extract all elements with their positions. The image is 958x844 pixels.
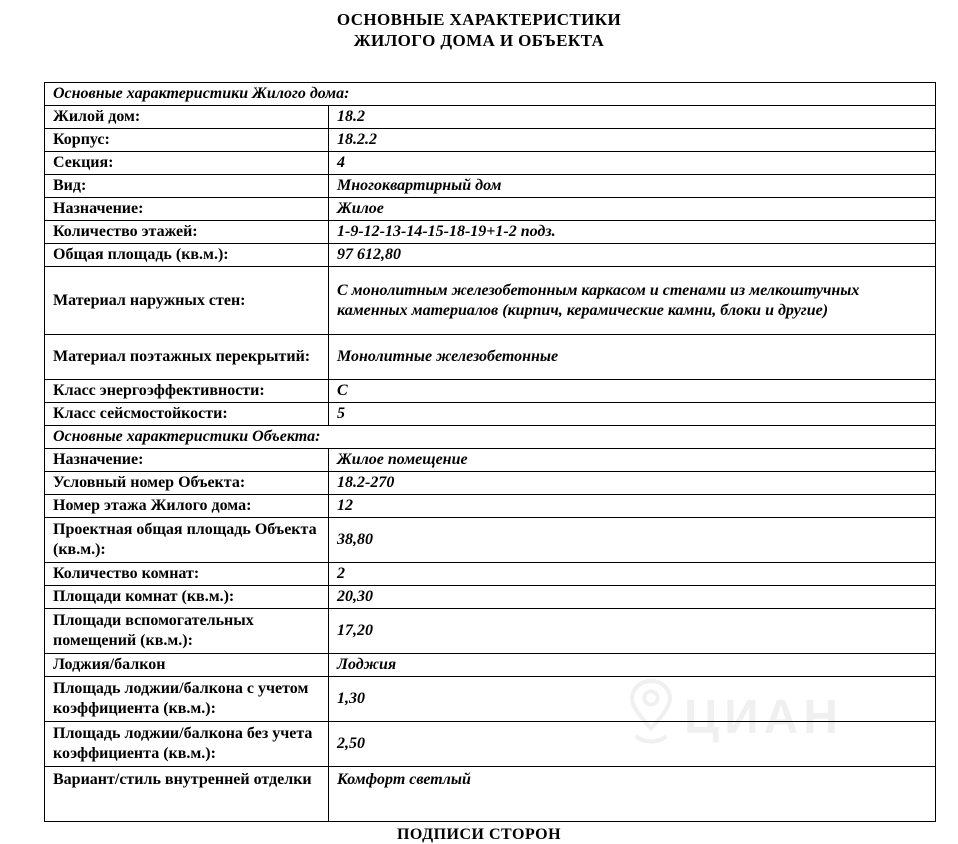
field-label: Площадь лоджии/балкона без учета коэффициента (кв.м.): — [45, 722, 329, 767]
table-row — [45, 586, 936, 609]
field-value: Жилое — [329, 198, 936, 221]
field-label: Лоджия/балкон — [45, 654, 329, 677]
table-row — [45, 221, 936, 244]
field-label: Общая площадь (кв.м.): — [45, 244, 329, 267]
table-row — [45, 495, 936, 518]
table-row — [45, 722, 936, 767]
field-value: 18.2 — [329, 106, 936, 129]
section-header: Основные характеристики Жилого дома: — [45, 83, 936, 106]
field-label: Секция: — [45, 152, 329, 175]
watermark-text: ЦИАН — [684, 690, 843, 744]
field-value: 38,80 — [329, 518, 936, 563]
field-label: Площади комнат (кв.м.): — [45, 586, 329, 609]
table-row — [45, 472, 936, 495]
signatures-heading-partial: ПОДПИСИ СТОРОН — [396, 826, 562, 843]
table-row — [45, 609, 936, 654]
characteristics-table — [44, 82, 936, 822]
field-label: Условный номер Объекта: — [45, 472, 329, 495]
table-row — [45, 380, 936, 403]
table-row — [45, 175, 936, 198]
field-value: 4 — [329, 152, 936, 175]
table-row — [45, 654, 936, 677]
table-row — [45, 198, 936, 221]
field-label: Материал поэтажных перекрытий: — [45, 335, 329, 380]
field-value: 18.2.2 — [329, 129, 936, 152]
document-title-line1: ОСНОВНЫЕ ХАРАКТЕРИСТИКИ — [336, 10, 622, 29]
table-row — [45, 767, 936, 822]
document-title-line2: ЖИЛОГО ДОМА И ОБЪЕКТА — [353, 31, 605, 50]
field-value: 12 — [329, 495, 936, 518]
field-label: Жилой дом: — [45, 106, 329, 129]
field-value: 97 612,80 — [329, 244, 936, 267]
field-value: 17,20 — [329, 609, 936, 654]
field-label: Материал наружных стен: — [45, 267, 329, 335]
field-label: Класс сейсмостойкости: — [45, 403, 329, 426]
field-label: Назначение: — [45, 449, 329, 472]
table-row — [45, 563, 936, 586]
section-header-row — [45, 426, 936, 449]
document-title — [0, 9, 958, 51]
table-row — [45, 267, 936, 335]
table-row — [45, 244, 936, 267]
field-label: Вид: — [45, 175, 329, 198]
field-label: Номер этажа Жилого дома: — [45, 495, 329, 518]
field-value: 5 — [329, 403, 936, 426]
field-label: Вариант/стиль внутренней отделки — [45, 767, 329, 822]
field-value: Монолитные железобетонные — [329, 335, 936, 380]
field-label: Корпус: — [45, 129, 329, 152]
table-row — [45, 129, 936, 152]
field-value: Лоджия — [329, 654, 936, 677]
section-header: Основные характеристики Объекта: — [45, 426, 936, 449]
field-value: Многоквартирный дом — [329, 175, 936, 198]
field-value: 18.2-270 — [329, 472, 936, 495]
table-row — [45, 403, 936, 426]
field-value: 2,50 — [329, 722, 936, 767]
field-value: 2 — [329, 563, 936, 586]
field-label: Количество этажей: — [45, 221, 329, 244]
table-row — [45, 677, 936, 722]
field-value: Комфорт светлый — [329, 767, 936, 822]
field-value: С — [329, 380, 936, 403]
table-row — [45, 152, 936, 175]
field-value-text: С монолитным железобетонным каркасом и стенами из мелкоштучных каменных материалов (кирпич, керамические камни, блоки и другие) — [337, 281, 860, 319]
table-row — [45, 106, 936, 129]
field-value: Жилое помещение — [329, 449, 936, 472]
field-label: Площади вспомогательных помещений (кв.м.): — [45, 609, 329, 654]
field-label: Площадь лоджии/балкона с учетом коэффициента (кв.м.): — [45, 677, 329, 722]
field-label: Количество комнат: — [45, 563, 329, 586]
field-label: Класс энергоэффективности: — [45, 380, 329, 403]
field-value: 1-9-12-13-14-15-18-19+1-2 подз. — [329, 221, 936, 244]
field-value: 1,30 — [329, 677, 936, 722]
field-value: 20,30 — [329, 586, 936, 609]
field-label: Проектная общая площадь Объекта (кв.м.): — [45, 518, 329, 563]
field-value — [329, 267, 936, 335]
field-label: Назначение: — [45, 198, 329, 221]
section-header-row — [45, 83, 936, 106]
table-row — [45, 449, 936, 472]
table-row — [45, 335, 936, 380]
table-row — [45, 518, 936, 563]
